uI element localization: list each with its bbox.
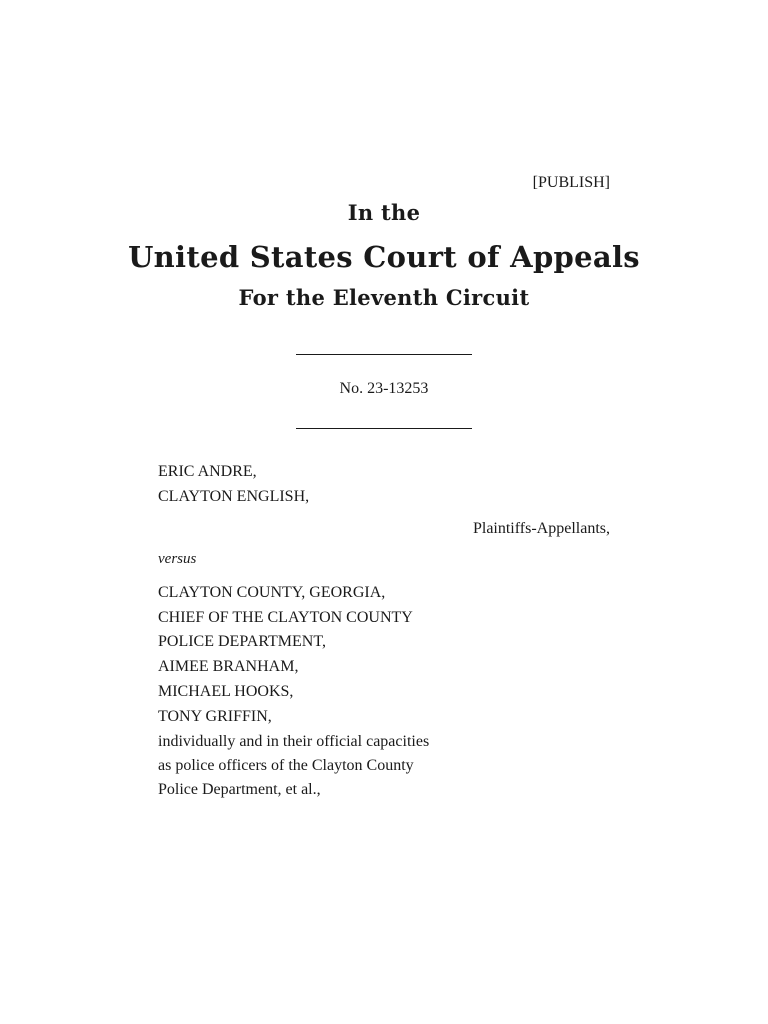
description-line: individually and in their official capacities	[158, 733, 430, 750]
plaintiff-name: CLAYTON ENGLISH,	[158, 487, 310, 505]
publish-tag: [PUBLISH]	[532, 174, 610, 191]
versus-label: versus	[158, 551, 197, 567]
bottom-divider-rule	[296, 428, 472, 429]
defendants-list	[158, 581, 413, 729]
circuit-name: For the Eleventh Circuit	[238, 285, 530, 310]
top-divider-rule	[296, 354, 472, 355]
defendant-name: MICHAEL HOOKS,	[158, 682, 294, 700]
court-heading-in-the: In the	[347, 200, 421, 225]
defendants-description	[158, 730, 429, 802]
plaintiffs-list	[158, 460, 309, 509]
description-line: as police officers of the Clayton County	[158, 757, 414, 774]
plaintiff-name: ERIC ANDRE,	[158, 463, 257, 480]
defendant-name: CHIEF OF THE CLAYTON COUNTY	[158, 608, 413, 626]
case-number: No. 23-13253	[339, 380, 429, 397]
court-name: United States Court of Appeals	[128, 240, 640, 274]
plaintiffs-role: Plaintiffs-Appellants,	[472, 520, 610, 537]
defendant-name: CLAYTON COUNTY, GEORGIA,	[158, 584, 386, 601]
defendant-name: TONY GRIFFIN,	[158, 707, 272, 725]
defendant-name: POLICE DEPARTMENT,	[158, 633, 326, 651]
description-line: Police Department, et al.,	[158, 781, 321, 798]
defendant-name: AIMEE BRANHAM,	[158, 658, 299, 676]
